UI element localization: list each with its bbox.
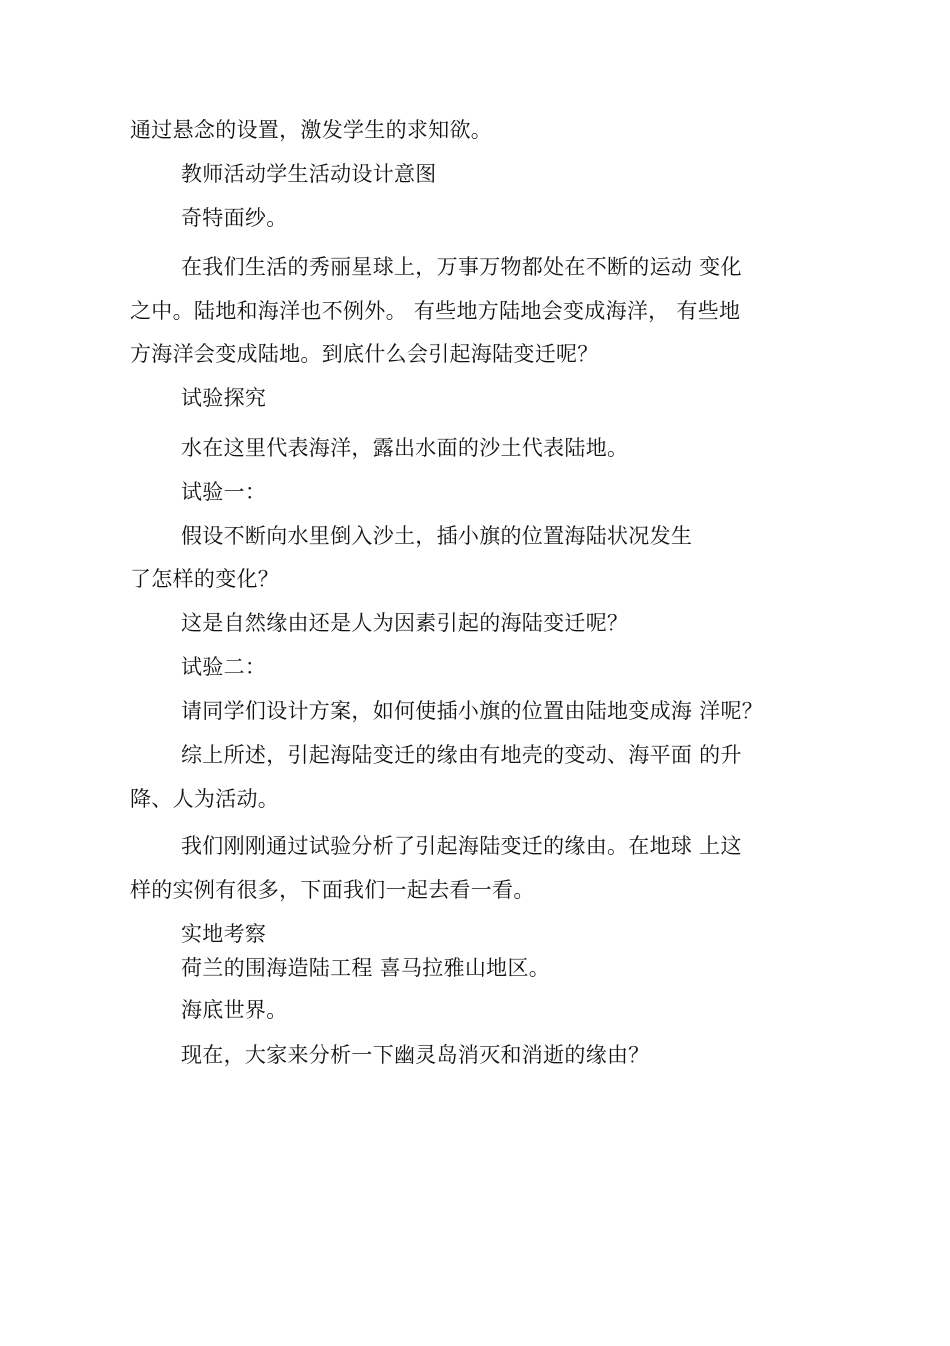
text-line-5: 之中。陆地和海洋也不例外。 有些地方陆地会变成海洋， 有些地	[130, 299, 741, 323]
text-line-15: 综上所述，引起海陆变迁的缘由有地壳的变动、海平面 的升	[181, 743, 742, 767]
text-line-4: 在我们生活的秀丽星球上，万事万物都处在不断的运动 变化	[181, 255, 742, 279]
text-line-20: 荷兰的围海造陆工程 喜马拉雅山地区。	[181, 956, 551, 980]
text-line-21: 海底世界。	[181, 998, 288, 1022]
text-line-6: 方海洋会变成陆地。到底什么会引起海陆变迁呢？	[130, 342, 599, 366]
text-line-13: 试验二：	[181, 655, 267, 679]
text-line-22: 现在，大家来分析一下幽灵岛消灭和消逝的缘由？	[181, 1043, 650, 1067]
text-line-18: 样的实例有很多，下面我们一起去看一看。	[130, 878, 535, 902]
text-line-19: 实地考察	[181, 922, 267, 946]
text-line-16: 降、人为活动。	[130, 787, 280, 811]
text-line-14: 请同学们设计方案，如何使插小旗的位置由陆地变成海 洋呢？	[181, 699, 764, 723]
text-line-2: 教师活动学生活动设计意图	[181, 162, 437, 186]
text-line-10: 假设不断向水里倒入沙土，插小旗的位置海陆状况发生	[181, 524, 693, 548]
text-line-11: 了怎样的变化？	[130, 567, 280, 591]
text-line-17: 我们刚刚通过试验分析了引起海陆变迁的缘由。在地球 上这	[181, 834, 742, 858]
text-line-1: 通过悬念的设置，激发学生的求知欲。	[130, 118, 493, 142]
text-line-3: 奇特面纱。	[181, 206, 288, 230]
text-line-9: 试验一：	[181, 480, 267, 504]
text-line-7: 试验探究	[181, 386, 267, 410]
text-line-8: 水在这里代表海洋，露出水面的沙土代表陆地。	[181, 436, 629, 460]
text-line-12: 这是自然缘由还是人为因素引起的海陆变迁呢？	[181, 611, 629, 635]
